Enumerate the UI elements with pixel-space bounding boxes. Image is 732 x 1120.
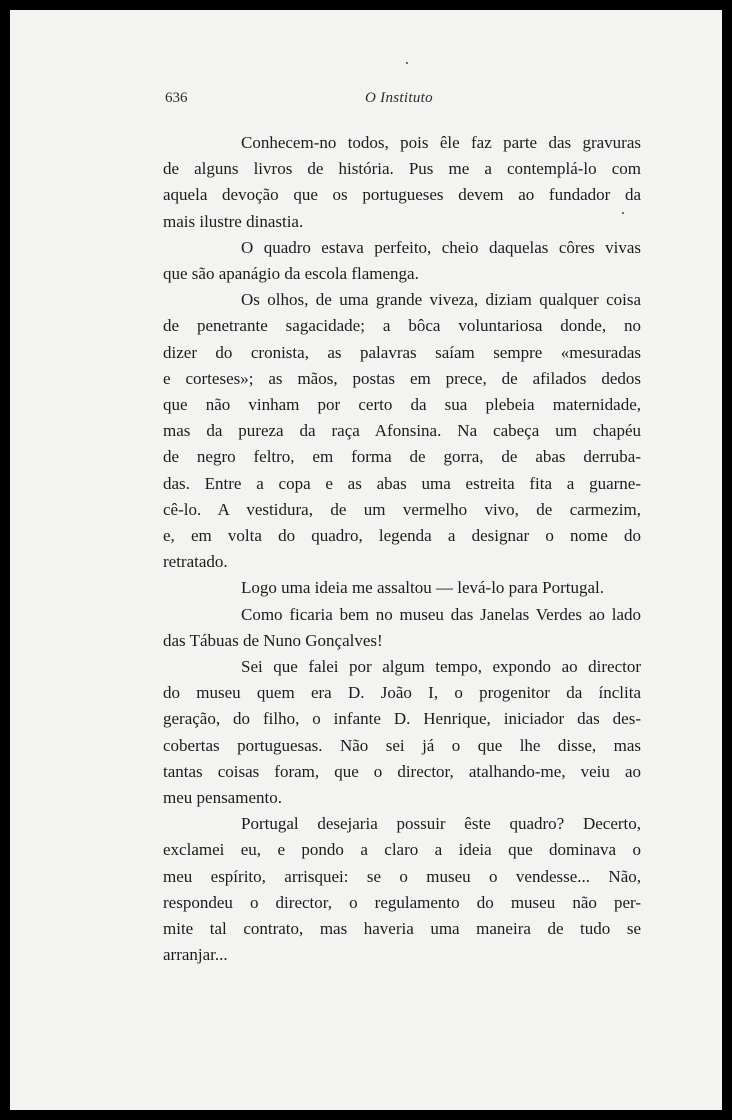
book-page	[10, 10, 722, 1110]
paragraph	[163, 287, 641, 575]
paragraph	[163, 575, 641, 601]
text-line: das. Entre a copa e as abas uma estreita fita a guarne-	[163, 473, 641, 493]
text-line: e, em volta do quadro, legenda a designar o nome do	[163, 526, 641, 546]
text-line: de alguns livros de história. Pus me a contemplá-lo com	[163, 159, 641, 179]
text-line: mais ilustre dinastia.	[163, 211, 304, 231]
text-line: mas da pureza da raça Afonsina. Na cabeça um chapéu	[163, 421, 641, 441]
text-line: de penetrante sagacidade; a bôca voluntariosa donde, no	[163, 316, 641, 336]
text-line: Sei que falei por algum tempo, expondo ao director	[241, 657, 641, 677]
text-line: dizer do cronista, as palavras saíam sempre «mesuradas	[163, 342, 641, 362]
running-title: O Instituto	[365, 90, 433, 106]
text-line: mite tal contrato, mas haveria uma maneira de tudo se	[163, 919, 641, 939]
text-line: meu espírito, arrisquei: se o museu o vendesse... Não,	[163, 866, 641, 886]
text-line: das Tábuas de Nuno Gonçalves!	[163, 630, 383, 650]
text-line: O quadro estava perfeito, cheio daquelas côres vivas	[241, 237, 641, 257]
text-line: geração, do filho, o infante D. Henrique, iniciador das des-	[163, 709, 641, 729]
text-line: que não vinham por certo da sua plebeia maternidade,	[163, 395, 641, 415]
text-line: de negro feltro, em forma de gorra, de abas derruba-	[163, 447, 641, 467]
speck-mark	[622, 212, 624, 214]
text-line: e corteses»; as mãos, postas em prece, de afilados dedos	[163, 368, 641, 388]
text-line: que são apanágio da escola flamenga.	[163, 264, 419, 284]
paragraph	[163, 811, 641, 968]
body-text	[163, 130, 641, 969]
text-line: retratado.	[163, 552, 228, 572]
text-line: meu pensamento.	[163, 788, 282, 808]
page-number: 636	[165, 90, 188, 106]
paragraph	[163, 130, 641, 235]
text-line: cobertas portuguesas. Não sei já o que lhe disse, mas	[163, 735, 641, 755]
text-line: respondeu o director, o regulamento do museu não per-	[163, 892, 641, 912]
text-line: Os olhos, de uma grande viveza, diziam qualquer coisa	[241, 290, 641, 310]
text-line: tantas coisas foram, que o director, atalhando-me, veiu ao	[163, 761, 641, 781]
text-line: do museu quem era D. João I, o progenitor da ínclita	[163, 683, 641, 703]
text-line: aquela devoção que os portugueses devem ao fundador da	[163, 185, 641, 205]
paragraph	[163, 602, 641, 654]
paragraph	[163, 235, 641, 287]
text-line: Conhecem-no todos, pois êle faz parte das gravuras	[241, 133, 641, 152]
text-line: exclamei eu, e pondo a claro a ideia que dominava o	[163, 840, 641, 860]
paragraph	[163, 654, 641, 811]
text-line: cê-lo. A vestidura, de um vermelho vivo, de carmezim,	[163, 499, 641, 519]
speck-mark	[406, 62, 408, 64]
text-line: Logo uma ideia me assaltou — levá-lo para Portugal.	[241, 578, 605, 598]
text-line: arranjar...	[163, 945, 228, 965]
text-line: Portugal desejaria possuir êste quadro? Decerto,	[241, 814, 641, 834]
text-line: Como ficaria bem no museu das Janelas Verdes ao lado	[241, 604, 641, 624]
